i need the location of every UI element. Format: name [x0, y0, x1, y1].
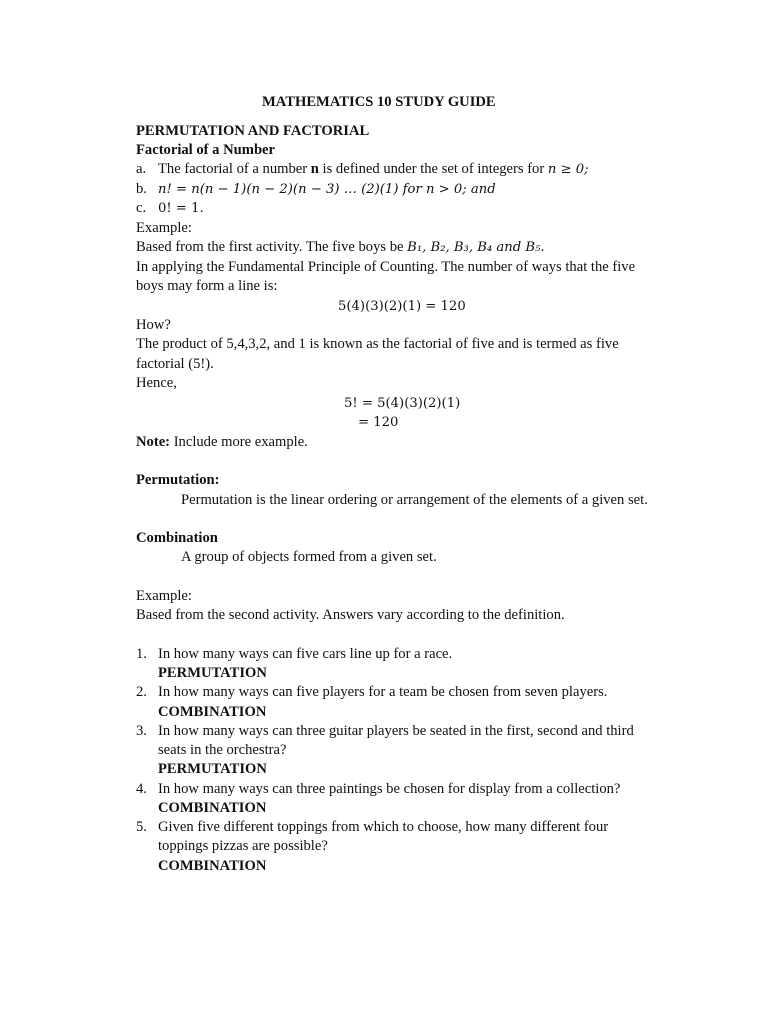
counting-line-2: boys may form a line is: — [136, 278, 278, 294]
item-a-marker: a. — [136, 161, 147, 177]
item-b-marker: b. — [136, 181, 147, 197]
permutation-heading: Permutation: — [136, 472, 220, 488]
question-4-answer: COMBINATION — [158, 800, 267, 816]
combination-definition: A group of objects formed from a given set. — [181, 549, 437, 565]
question-1-text: In how many ways can five cars line up for a race. — [158, 646, 453, 662]
equation-1: 5(4)(3)(2)(1) = 120 — [338, 299, 466, 314]
question-3-text-line-1: In how many ways can three guitar players be seated in the first, second and third — [158, 723, 634, 739]
document-title: MATHEMATICS 10 STUDY GUIDE — [262, 94, 496, 110]
product-line-1: The product of 5,4,3,2, and 1 is known as the factorial of five and is termed as five — [136, 336, 619, 352]
question-2-text: In how many ways can five players for a team be chosen from seven players. — [158, 684, 608, 700]
boys-math: B₁, B₂, B₃, B₄ and B₅. — [407, 240, 545, 255]
question-5-text-line-1: Given five different toppings from which to choose, how many different four — [158, 819, 609, 835]
question-3-answer: PERMUTATION — [158, 761, 267, 777]
equation-2-line-2: = 120 — [358, 415, 399, 430]
how-label: How? — [136, 317, 171, 333]
note-text: Include more example. — [170, 434, 308, 450]
boys-sentence — [136, 238, 545, 257]
section-heading-permutation-factorial: PERMUTATION AND FACTORIAL — [136, 123, 370, 139]
combination-heading: Combination — [136, 530, 218, 546]
question-3-text-line-2: seats in the orchestra? — [158, 742, 287, 758]
example-2-label: Example: — [136, 588, 192, 604]
question-4-text: In how many ways can three paintings be chosen for display from a collection? — [158, 781, 621, 797]
item-c-marker: c. — [136, 200, 147, 216]
equation-2-line-1: 5! = 5(4)(3)(2)(1) — [344, 396, 461, 411]
hence-label: Hence, — [136, 375, 177, 391]
item-a-math: n ≥ 0; — [547, 162, 589, 177]
question-2-number: 2. — [136, 684, 147, 700]
item-a-bold-n: n — [310, 161, 319, 177]
item-c-math: 0! = 1. — [158, 201, 204, 216]
question-4-number: 4. — [136, 781, 147, 797]
item-a-text-1: The factorial of a number — [158, 161, 311, 177]
counting-line-1: In applying the Fundamental Principle of Counting. The number of ways that the five — [136, 259, 636, 275]
question-1-answer: PERMUTATION — [158, 665, 267, 681]
question-3-number: 3. — [136, 723, 147, 739]
subheading-factorial: Factorial of a Number — [136, 142, 276, 158]
item-a-text-2: is defined under the set of integers for — [318, 161, 548, 177]
question-2-answer: COMBINATION — [158, 704, 267, 720]
example-2-intro: Based from the second activity. Answers vary according to the definition. — [136, 607, 565, 623]
question-1-number: 1. — [136, 646, 147, 662]
boys-text: Based from the first activity. The five boys be — [136, 239, 408, 255]
question-5-text-line-2: toppings pizzas are possible? — [158, 838, 328, 854]
item-b-math: n! = n(n − 1)(n − 2)(n − 3) … (2)(1) for n > 0; and — [158, 182, 496, 197]
question-5-answer: COMBINATION — [158, 858, 267, 874]
permutation-definition: Permutation is the linear ordering or arrangement of the elements of a given set. — [181, 492, 648, 508]
note-label: Note: — [136, 434, 171, 450]
item-a-text — [158, 160, 589, 179]
product-line-2: factorial (5!). — [136, 356, 214, 372]
note — [136, 433, 308, 452]
question-5-number: 5. — [136, 819, 147, 835]
example-label: Example: — [136, 220, 192, 236]
